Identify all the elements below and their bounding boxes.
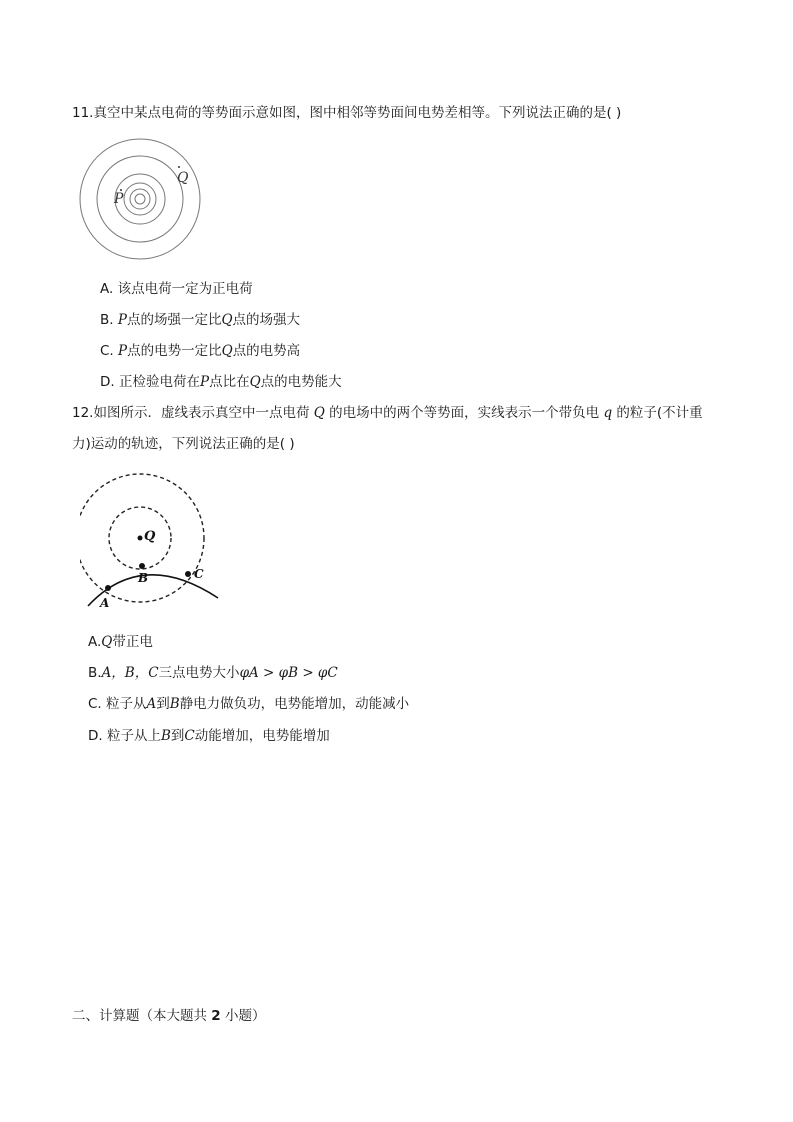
section2-title: 二、计算题（本大题共 2 小题）	[72, 1008, 266, 1024]
label-q: Q	[177, 170, 189, 186]
q11-stem: 11.真空中某点电荷的等势面示意如图，图中相邻等势面间电势差相等。下列说法正确的是( )	[72, 105, 622, 121]
q12-option-b: B.A，B，C三点电势大小φA > φB > φC	[88, 665, 338, 681]
q12-option-d: D. 粒子从上B到C动能增加，电势能增加	[88, 728, 330, 744]
q11-option-c: C. P点的电势一定比Q点的电势高	[100, 343, 301, 359]
q11-option-b: B. P点的场强一定比Q点的场强大	[100, 312, 301, 328]
q12-figure	[80, 470, 222, 610]
q11-option-d: D. 正检验电荷在P点比在Q点的电势能大	[100, 374, 342, 390]
label-c: C	[194, 567, 204, 581]
q11-figure	[78, 138, 204, 262]
q12-stem-line2: 力)运动的轨迹，下列说法正确的是( )	[72, 436, 295, 452]
point-q-dot	[178, 166, 180, 168]
label-a: A	[100, 596, 110, 610]
q12-option-a: A.Q带正电	[88, 634, 153, 650]
q11-option-a: A. 该点电荷一定为正电荷	[100, 281, 253, 297]
q12-option-c: C. 粒子从A到B静电力做负功，电势能增加，动能减小	[88, 696, 410, 712]
label-b: B	[138, 571, 149, 585]
label-p: P	[114, 191, 124, 207]
q12-stem-line1: 12.如图所示．虚线表示真空中一点电荷 Q 的电场中的两个等势面，实线表示一个带负电 q 的粒子(不计重	[72, 405, 703, 421]
label-q: Q	[144, 529, 156, 544]
